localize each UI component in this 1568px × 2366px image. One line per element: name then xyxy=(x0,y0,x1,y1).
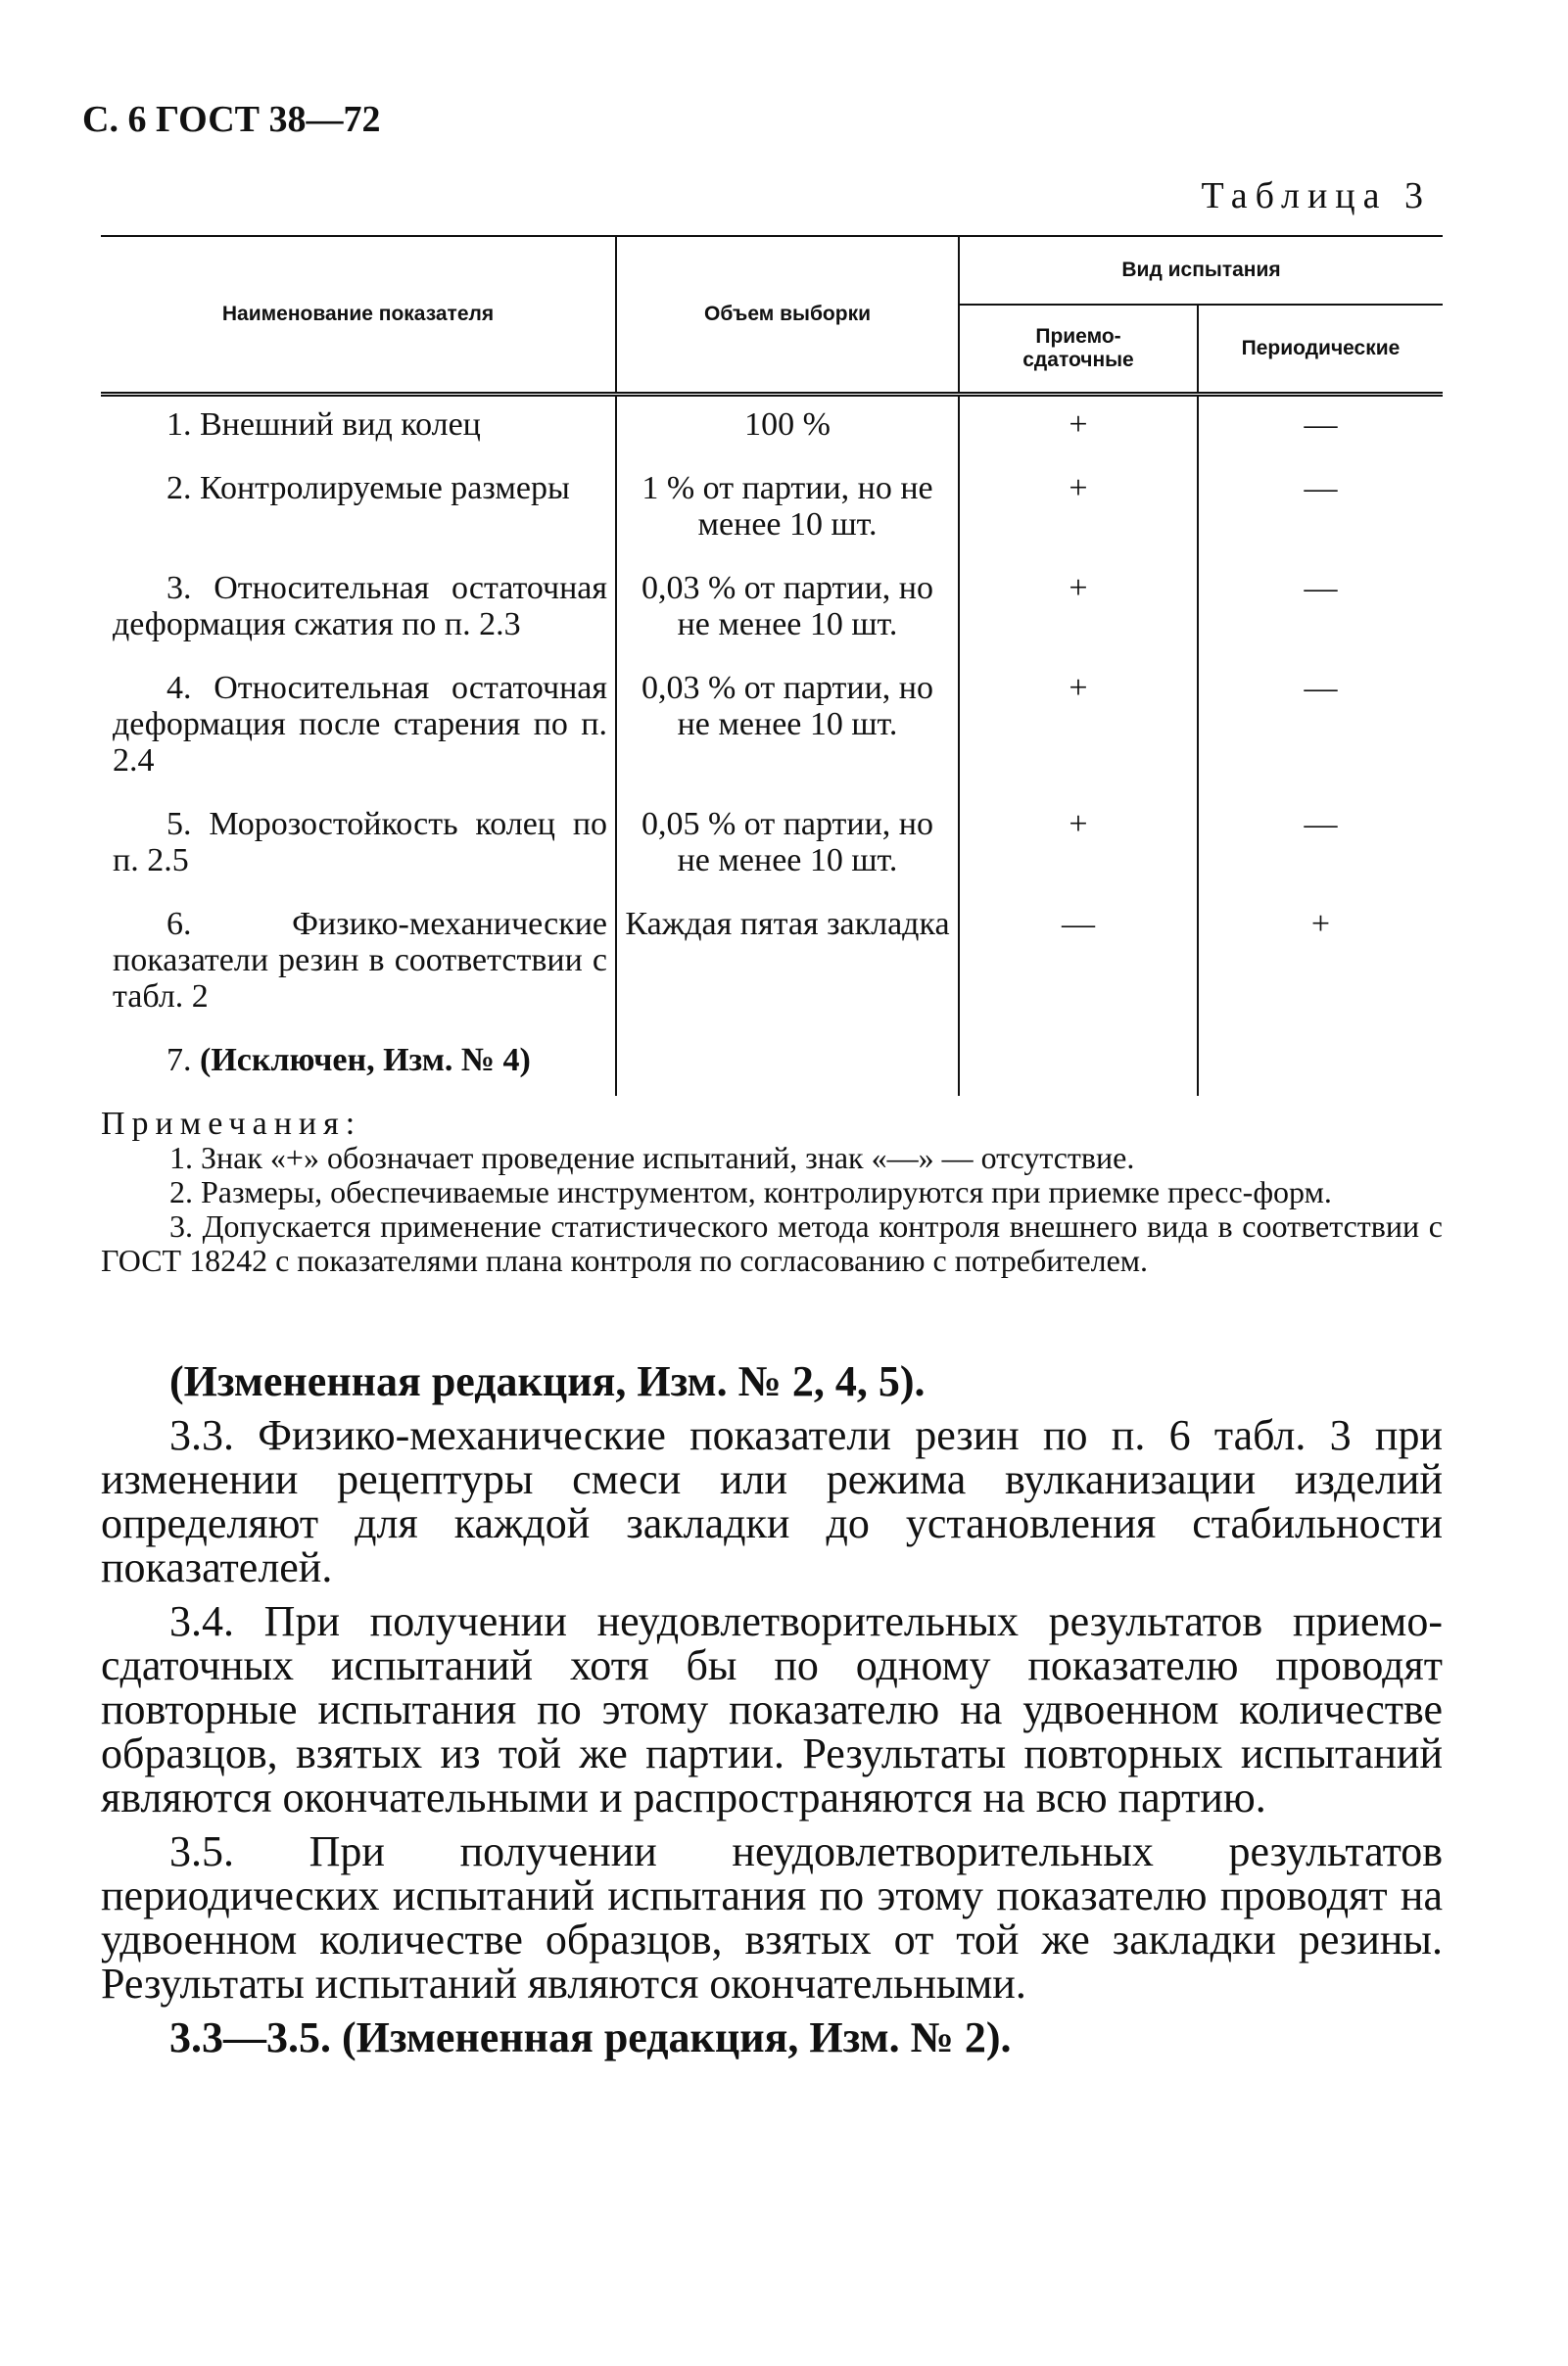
row-num: 3. xyxy=(166,570,192,606)
row-acceptance: — xyxy=(959,896,1198,1032)
page-header: С. 6 ГОСТ 38—72 xyxy=(82,99,381,140)
row-periodic: — xyxy=(1198,660,1443,796)
amendment-note: 3.3—3.5. (Измененная редакция, Изм. № 2). xyxy=(169,2013,1012,2061)
row-sample: 0,05 % от партии, но не менее 10 шт. xyxy=(616,796,959,896)
row-periodic: — xyxy=(1198,395,1443,461)
row-name-text: (Исключен, Изм. № 4) xyxy=(200,1042,531,1078)
table-row xyxy=(101,896,1443,1032)
row-acceptance xyxy=(959,1032,1198,1096)
table-row xyxy=(101,395,1443,461)
paragraph-3-4: 3.4. При получении неудовлетворительных результатов приемо-сдаточных испытаний хотя бы по одному показателю проводят повторные испытания по этому показателю на удвоенном количестве образцов, взятых из той же партии. Результаты повторных испытаний являются окончательными и распространяются на всю партию. xyxy=(101,1597,1443,1822)
paragraph-3-3: 3.3. Физико-механические показатели резин по п. 6 табл. 3 при изменении рецептуры смеси или режима вулканизации изделий определяют для каждой закладки до установления стабильности показателей. xyxy=(101,1411,1443,1591)
row-num: 6. xyxy=(166,906,192,942)
row-name xyxy=(101,395,616,461)
row-sample xyxy=(616,1032,959,1096)
row-name-text: Относительная остаточная деформация после старения по п. 2.4 xyxy=(113,670,607,779)
row-num: 7. xyxy=(166,1042,192,1078)
col-header-acceptance xyxy=(959,305,1198,395)
col-header-periodic: Периодические xyxy=(1198,305,1443,395)
table-row xyxy=(101,560,1443,660)
row-name xyxy=(101,896,616,1032)
row-periodic: + xyxy=(1198,896,1443,1032)
row-acceptance: + xyxy=(959,560,1198,660)
row-name xyxy=(101,1032,616,1096)
row-acceptance: + xyxy=(959,395,1198,461)
table-3 xyxy=(101,235,1443,1096)
note-item: 3. Допускается применение статистического метода контроля внешнего вида в соответствии с ГОСТ 18242 с показателями плана контроля по согласованию с потребителем. xyxy=(101,1208,1443,1278)
row-name xyxy=(101,560,616,660)
row-num: 5. xyxy=(166,806,192,842)
row-sample: 0,03 % от партии, но не менее 10 шт. xyxy=(616,660,959,796)
row-periodic: — xyxy=(1198,560,1443,660)
row-periodic: — xyxy=(1198,796,1443,896)
row-num: 2. xyxy=(166,470,192,506)
table-row xyxy=(101,1032,1443,1096)
row-periodic: — xyxy=(1198,460,1443,560)
col-header-test-type: Вид испытания xyxy=(959,236,1443,305)
row-periodic xyxy=(1198,1032,1443,1096)
row-name xyxy=(101,460,616,560)
row-name xyxy=(101,660,616,796)
test-table xyxy=(101,235,1443,1096)
table-row xyxy=(101,460,1443,560)
note-item: 1. Знак «+» обозначает проведение испытаний, знак «—» — отсутствие. xyxy=(169,1140,1135,1175)
note-item: 2. Размеры, обеспечиваемые инструментом, контролируются при приемке пресс-форм. xyxy=(169,1174,1332,1209)
row-name-text: Контролируемые размеры xyxy=(200,470,570,506)
table-body xyxy=(101,395,1443,1097)
col-header-sample: Объем выборки xyxy=(616,236,959,395)
row-acceptance: + xyxy=(959,660,1198,796)
row-num: 4. xyxy=(166,670,192,706)
col-header-acceptance-l1: Приемо- xyxy=(1035,325,1121,348)
col-header-acceptance-l2: сдаточные xyxy=(1022,349,1134,371)
table-notes xyxy=(101,1107,1443,1278)
table-row xyxy=(101,660,1443,796)
row-name-text: Морозостойкость колец по п. 2.5 xyxy=(113,806,608,878)
table-caption: Таблица 3 xyxy=(1201,175,1431,216)
row-sample: Каждая пятая закладка xyxy=(616,896,959,1032)
row-name-text: Внешний вид колец xyxy=(200,406,481,443)
paragraph-3-5: 3.5. При получении неудовлетворительных результатов периодических испытаний испытания по этому показателю проводят на удвоенном количестве образцов, взятых от той же закладки резины. Результаты испытаний являются окончательными. xyxy=(101,1827,1443,2008)
row-acceptance: + xyxy=(959,460,1198,560)
row-name xyxy=(101,796,616,896)
row-name-text: Физико-механические показатели резин в соответствии с табл. 2 xyxy=(113,906,607,1015)
row-acceptance: + xyxy=(959,796,1198,896)
row-name-text: Относительная остаточная деформация сжатия по п. 2.3 xyxy=(113,570,607,642)
row-sample: 100 % xyxy=(616,395,959,461)
row-num: 1. xyxy=(166,406,192,443)
row-sample: 1 % от партии, но не менее 10 шт. xyxy=(616,460,959,560)
col-header-name: Наименование показателя xyxy=(101,236,616,395)
amendment-note: (Измененная редакция, Изм. № 2, 4, 5). xyxy=(169,1357,926,1405)
notes-title: Примечания: xyxy=(101,1106,362,1142)
row-sample: 0,03 % от партии, но не менее 10 шт. xyxy=(616,560,959,660)
body-text xyxy=(101,1359,1443,2069)
table-row xyxy=(101,796,1443,896)
